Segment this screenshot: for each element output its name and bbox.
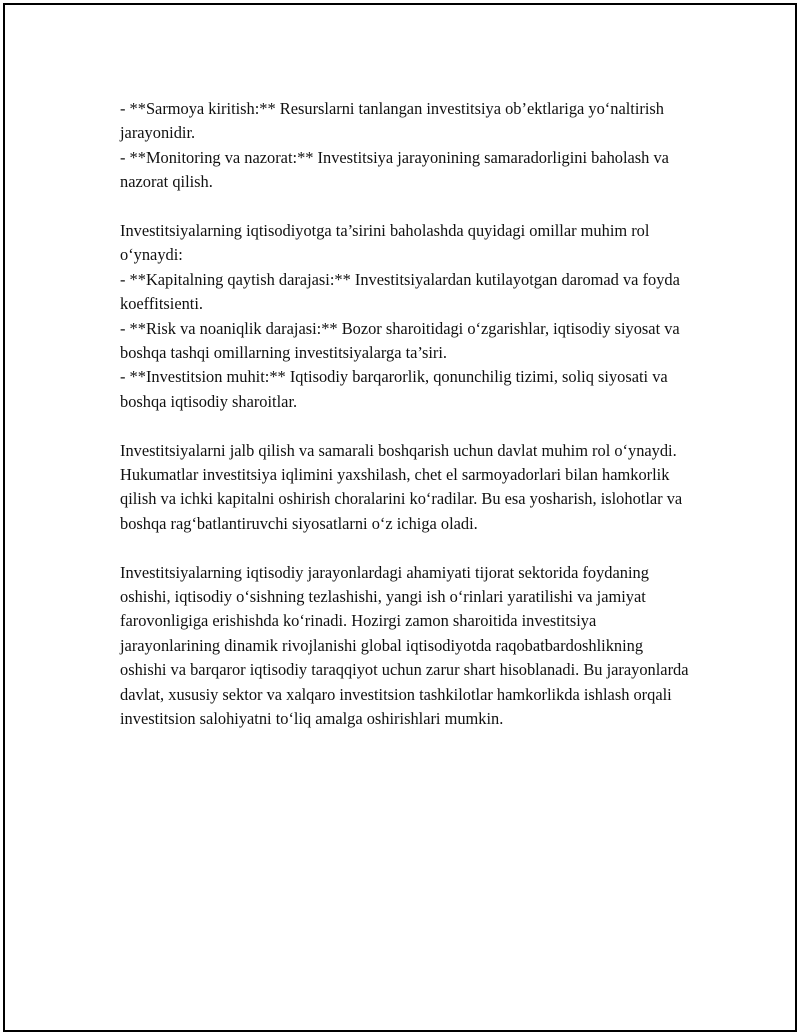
document-body (120, 97, 690, 756)
bullet-monitoring: - **Monitoring va nazorat:** Investitsiya jarayonining samaradorligini baholash va nazorat qilish. (120, 147, 669, 192)
bullet-investment-climate: - **Investitsion muhit:** Iqtisodiy barqarorlik, qonunchilig tizimi, soliq siyosati va boshqa iqtisodiy sharoitlar. (120, 367, 668, 411)
document-page (3, 3, 797, 1032)
bullet-investment-input: - **Sarmoya kiritish:** Resurslarni tanlangan investitsiya ob’ektlariga yo‘naltirish jarayonidir. (120, 99, 664, 143)
factors-intro: Investitsiyalarning iqtisodiyotga ta’sirini baholashda quyidagi omillar muhim rol o‘ynaydi: (120, 221, 650, 265)
paragraph-factors (120, 219, 690, 414)
bullet-risk: - **Risk va noaniqlik darajasi:** Bozor sharoitidagi o‘zgarishlar, iqtisodiy siyosat va boshqa tashqi omillarning investitsiyalarga ta’siri. (120, 318, 680, 363)
conclusion-text: Investitsiyalarning iqtisodiy jarayonlardagi ahamiyati tijorat sektorida foydaning oshishi, iqtisodiy o‘sishning tezlashishi, yangi ish o‘rinlari yaratilishi va jamiyat farovonligiga erishishda ko‘rinadi. Hozirgi zamon sharoitida investitsiya jarayonlarining dinamik rivojlanishi global iqtisodiyotda raqobatbardoshlikning oshishi va barqaror iqtisodiy taraqqiyot uchun zarur shart hisoblanadi. Bu jarayonlarda davlat, xususiy sektor va xalqaro investitsion tashkilotlar hamkorlikda ishlash orqali investitsion salohiyatni to‘liq amalga oshirishlari mumkin. (120, 562, 689, 729)
paragraph-bullets-process (120, 97, 690, 195)
paragraph-government-role (120, 439, 690, 537)
paragraph-conclusion (120, 561, 690, 732)
bullet-capital-return: - **Kapitalning qaytish darajasi:** Investitsiyalardan kutilayotgan daromad va foyda koeffitsienti. (120, 269, 680, 314)
government-role-text: Investitsiyalarni jalb qilish va samarali boshqarish uchun davlat muhim rol o‘ynaydi. Hukumatlar investitsiya iqlimini yaxshilash, chet el sarmoyadorlari bilan hamkorlik qilish va ichki kapitalni oshirish choralarini ko‘radilar. Bu esa yosharish, islohotlar va boshqa rag‘batlantiruvchi siyosatlarni o‘z ichiga oladi. (120, 440, 683, 533)
